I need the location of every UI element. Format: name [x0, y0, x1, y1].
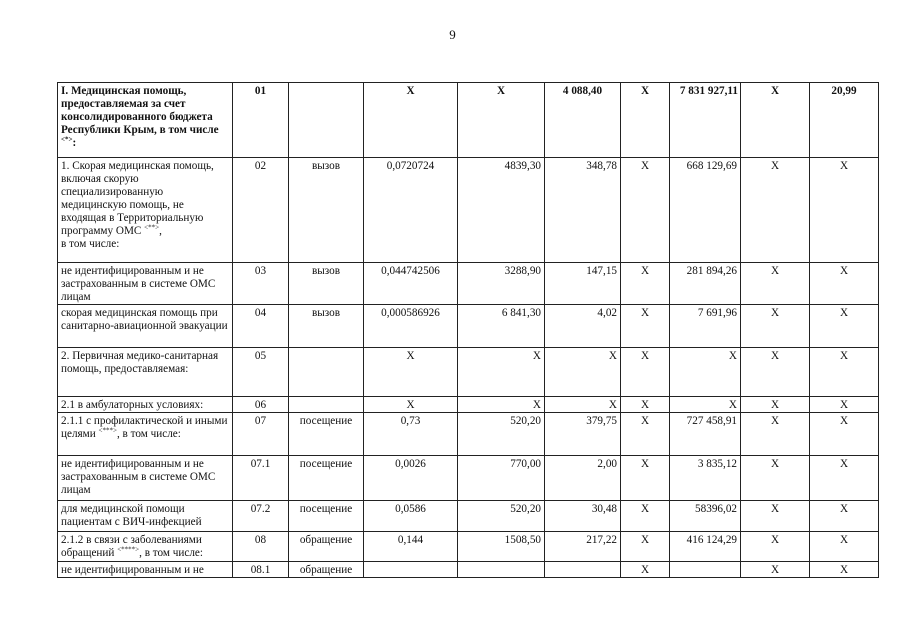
total-value: 727 458,91: [686, 415, 737, 427]
unit-cell: [289, 456, 364, 501]
per-capita-oms-value: X: [640, 350, 650, 362]
volume-cell: [364, 158, 458, 263]
total-cell: [670, 83, 741, 158]
row-name-cell: [58, 456, 233, 501]
total-oms-cell: [741, 83, 810, 158]
row-name-text: 2.1.2 в связи с заболеваниями обращений: [61, 534, 202, 559]
total-oms-value: X: [770, 350, 780, 362]
per-capita-oms-cell: [621, 83, 670, 158]
row-code-cell: [233, 263, 289, 305]
cost-per-unit-value: X: [532, 350, 541, 362]
percent-cell: [810, 501, 879, 532]
table-row: [58, 158, 879, 263]
per-capita-cell: [545, 501, 621, 532]
table-body: [58, 83, 879, 578]
per-capita-cell: [545, 532, 621, 562]
unit-cell: [289, 263, 364, 305]
per-capita-oms-value: X: [640, 265, 650, 277]
volume-value: 0,044742506: [381, 265, 440, 277]
unit-value: обращение: [299, 534, 353, 546]
cost-per-unit-cell: [458, 83, 545, 158]
volume-cell: [364, 305, 458, 348]
percent-cell: [810, 413, 879, 456]
per-capita-oms-cell: [621, 158, 670, 263]
per-capita-oms-value: X: [640, 307, 650, 319]
financing-table: [57, 82, 879, 578]
cost-per-unit-value: 4839,30: [504, 160, 541, 172]
cost-per-unit-value: 520,20: [510, 503, 541, 515]
total-oms-value: X: [770, 160, 780, 172]
cost-per-unit-cell: [458, 501, 545, 532]
cost-per-unit-value: 3288,90: [504, 265, 541, 277]
row-name-text: не идентифицированным и не: [61, 564, 204, 576]
per-capita-cell: [545, 158, 621, 263]
row-code-cell: [233, 532, 289, 562]
percent-value: 20,99: [831, 85, 857, 97]
volume-value: 0,144: [397, 534, 424, 546]
row-name-text: I. Медицинская помощь, предоставляемая за счет консолидированного бюджета Республики Крым, в том числе: [61, 85, 219, 136]
cost-per-unit-value: 520,20: [510, 415, 541, 427]
volume-value: X: [406, 399, 415, 411]
per-capita-oms-value: X: [640, 399, 650, 411]
table-row: [58, 413, 879, 456]
row-name-suffix: , в том числе:: [61, 225, 162, 250]
per-capita-oms-cell: [621, 263, 670, 305]
per-capita-value: 4 088,40: [562, 85, 603, 97]
row-name-text: 2.1.1 с профилактической и иными целями: [61, 415, 228, 440]
total-value: 668 129,69: [686, 160, 737, 172]
percent-value: X: [839, 307, 849, 319]
total-oms-cell: [741, 348, 810, 397]
total-value: X: [728, 399, 737, 411]
table-row: [58, 397, 879, 413]
unit-value: вызов: [311, 160, 341, 172]
unit-value: посещение: [299, 415, 353, 427]
percent-value: X: [839, 503, 849, 515]
row-name-cell: [58, 413, 233, 456]
table-row: [58, 263, 879, 305]
per-capita-value: 217,22: [586, 534, 617, 546]
volume-cell: [364, 456, 458, 501]
row-name-cell: [58, 562, 233, 578]
total-oms-cell: [741, 263, 810, 305]
cost-per-unit-cell: [458, 456, 545, 501]
footnote-marker: <*>: [61, 135, 73, 144]
per-capita-oms-cell: [621, 413, 670, 456]
per-capita-cell: [545, 562, 621, 578]
total-value: 3 835,12: [697, 458, 737, 470]
volume-cell: [364, 501, 458, 532]
total-cell: [670, 348, 741, 397]
volume-value: 0,73: [400, 415, 421, 427]
percent-value: X: [839, 458, 849, 470]
total-cell: [670, 158, 741, 263]
row-name-text: не идентифицированным и не застрахованным в системе ОМС лицам: [61, 265, 216, 303]
row-code-value: 04: [254, 307, 267, 319]
total-oms-cell: [741, 397, 810, 413]
row-name-suffix: , в том числе:: [116, 428, 181, 440]
row-name-cell: [58, 263, 233, 305]
row-code-value: 08: [254, 534, 267, 546]
per-capita-value: 2,00: [597, 458, 617, 470]
per-capita-oms-value: X: [640, 415, 650, 427]
cost-per-unit-cell: [458, 413, 545, 456]
total-value: 58396,02: [695, 503, 737, 515]
cost-per-unit-cell: [458, 562, 545, 578]
total-oms-value: X: [770, 399, 780, 411]
unit-value: посещение: [299, 458, 353, 470]
per-capita-cell: [545, 456, 621, 501]
total-oms-value: X: [770, 307, 780, 319]
footnote-marker: <**>: [144, 223, 160, 232]
row-name-suffix: :: [72, 137, 77, 149]
per-capita-value: X: [608, 350, 617, 362]
percent-value: X: [839, 415, 849, 427]
volume-cell: [364, 348, 458, 397]
row-code-value: 07: [254, 415, 267, 427]
total-cell: [670, 562, 741, 578]
percent-cell: [810, 456, 879, 501]
row-code-cell: [233, 562, 289, 578]
total-oms-value: X: [770, 458, 780, 470]
unit-value: обращение: [299, 564, 353, 576]
row-name-cell: [58, 532, 233, 562]
cost-per-unit-value: X: [532, 399, 541, 411]
table-row: [58, 83, 879, 158]
unit-cell: [289, 348, 364, 397]
volume-cell: [364, 413, 458, 456]
total-oms-value: X: [770, 415, 780, 427]
percent-value: X: [839, 534, 849, 546]
table-row: [58, 348, 879, 397]
row-code-value: 05: [254, 350, 267, 362]
percent-value: X: [839, 350, 849, 362]
per-capita-oms-cell: [621, 397, 670, 413]
footnote-marker: <****>: [117, 545, 140, 554]
row-name-text: скорая медицинская помощь при санитарно-авиационной эвакуации: [61, 307, 228, 332]
per-capita-cell: [545, 413, 621, 456]
row-name-text: 1. Скорая медицинская помощь, включая скорую специализированную медицинскую помощь, не входящая в Территориальную программу ОМС: [61, 160, 214, 237]
cost-per-unit-cell: [458, 348, 545, 397]
total-value: 7 691,96: [697, 307, 737, 319]
per-capita-oms-value: X: [640, 160, 650, 172]
row-code-value: 01: [254, 85, 267, 97]
total-oms-value: X: [770, 85, 780, 97]
cost-per-unit-cell: [458, 263, 545, 305]
per-capita-cell: [545, 83, 621, 158]
per-capita-value: 348,78: [586, 160, 617, 172]
row-name-cell: [58, 158, 233, 263]
volume-cell: [364, 562, 458, 578]
volume-cell: [364, 263, 458, 305]
total-oms-value: X: [770, 564, 780, 576]
volume-value: 0,000586926: [381, 307, 440, 319]
volume-value: X: [406, 85, 415, 97]
per-capita-oms-cell: [621, 456, 670, 501]
row-code-value: 02: [254, 160, 267, 172]
per-capita-oms-cell: [621, 348, 670, 397]
per-capita-value: 30,48: [591, 503, 617, 515]
row-name-text: не идентифицированным и не застрахованным в системе ОМС лицам: [61, 458, 216, 496]
unit-value: посещение: [299, 503, 353, 515]
row-code-cell: [233, 305, 289, 348]
cost-per-unit-cell: [458, 305, 545, 348]
total-oms-value: X: [770, 265, 780, 277]
per-capita-value: 147,15: [586, 265, 617, 277]
percent-value: X: [839, 265, 849, 277]
cost-per-unit-cell: [458, 397, 545, 413]
total-oms-cell: [741, 413, 810, 456]
page-number: 9: [449, 27, 456, 42]
cost-per-unit-value: 6 841,30: [501, 307, 541, 319]
row-name-cell: [58, 501, 233, 532]
percent-cell: [810, 397, 879, 413]
per-capita-oms-value: X: [640, 458, 650, 470]
row-name-cell: [58, 305, 233, 348]
volume-cell: [364, 397, 458, 413]
row-name-cell: [58, 348, 233, 397]
total-oms-cell: [741, 158, 810, 263]
total-cell: [670, 413, 741, 456]
cost-per-unit-value: X: [496, 85, 506, 97]
row-code-value: 06: [254, 399, 267, 411]
per-capita-oms-value: X: [640, 534, 650, 546]
per-capita-value: X: [608, 399, 617, 411]
unit-value: вызов: [311, 307, 341, 319]
unit-value: вызов: [311, 265, 341, 277]
row-name-cell: [58, 397, 233, 413]
total-oms-value: X: [770, 534, 780, 546]
row-code-cell: [233, 348, 289, 397]
total-cell: [670, 397, 741, 413]
row-name-text: 2.1 в амбулаторных условиях:: [61, 399, 204, 411]
total-value: 7 831 927,11: [679, 85, 738, 97]
total-value: 281 894,26: [686, 265, 737, 277]
percent-cell: [810, 83, 879, 158]
volume-value: 0,0026: [395, 458, 426, 470]
row-code-value: 07.2: [250, 503, 271, 515]
total-cell: [670, 305, 741, 348]
row-code-cell: [233, 83, 289, 158]
per-capita-oms-cell: [621, 562, 670, 578]
per-capita-value: 4,02: [597, 307, 617, 319]
total-oms-cell: [741, 532, 810, 562]
per-capita-cell: [545, 305, 621, 348]
total-oms-cell: [741, 562, 810, 578]
row-name-text: 2. Первичная медико-санитарная помощь, предоставляемая:: [61, 350, 219, 375]
per-capita-oms-value: X: [640, 503, 650, 515]
total-oms-cell: [741, 305, 810, 348]
percent-cell: [810, 263, 879, 305]
volume-cell: [364, 83, 458, 158]
volume-cell: [364, 532, 458, 562]
per-capita-oms-value: X: [640, 564, 650, 576]
unit-cell: [289, 413, 364, 456]
unit-cell: [289, 83, 364, 158]
percent-cell: [810, 532, 879, 562]
volume-value: 0,0720724: [386, 160, 435, 172]
table-row: [58, 562, 879, 578]
total-oms-value: X: [770, 503, 780, 515]
unit-cell: [289, 305, 364, 348]
total-oms-cell: [741, 456, 810, 501]
per-capita-oms-value: X: [640, 85, 650, 97]
percent-cell: [810, 562, 879, 578]
row-code-value: 08.1: [250, 564, 271, 576]
row-name-cell: [58, 83, 233, 158]
total-cell: [670, 263, 741, 305]
per-capita-oms-cell: [621, 501, 670, 532]
volume-value: X: [406, 350, 415, 362]
row-code-cell: [233, 413, 289, 456]
percent-cell: [810, 158, 879, 263]
unit-cell: [289, 562, 364, 578]
footnote-marker: <***>: [98, 426, 117, 435]
unit-cell: [289, 397, 364, 413]
per-capita-value: 379,75: [586, 415, 617, 427]
total-cell: [670, 532, 741, 562]
per-capita-cell: [545, 348, 621, 397]
row-code-value: 07.1: [250, 458, 271, 470]
total-value: X: [728, 350, 737, 362]
row-name-text: для медицинской помощи пациентам с ВИЧ-инфекцией: [61, 503, 202, 528]
table-row: [58, 305, 879, 348]
row-code-cell: [233, 456, 289, 501]
table-row: [58, 501, 879, 532]
cost-per-unit-cell: [458, 532, 545, 562]
percent-value: X: [839, 399, 849, 411]
row-code-cell: [233, 501, 289, 532]
cost-per-unit-cell: [458, 158, 545, 263]
total-oms-cell: [741, 501, 810, 532]
unit-cell: [289, 501, 364, 532]
total-value: 416 124,29: [686, 534, 737, 546]
row-code-cell: [233, 397, 289, 413]
table-row: [58, 456, 879, 501]
cost-per-unit-value: 770,00: [510, 458, 541, 470]
volume-value: 0,0586: [395, 503, 426, 515]
row-code-cell: [233, 158, 289, 263]
per-capita-oms-cell: [621, 532, 670, 562]
percent-value: X: [839, 564, 849, 576]
unit-cell: [289, 532, 364, 562]
percent-value: X: [839, 160, 849, 172]
row-name-suffix: , в том числе:: [139, 547, 204, 559]
total-cell: [670, 456, 741, 501]
per-capita-cell: [545, 397, 621, 413]
per-capita-oms-cell: [621, 305, 670, 348]
row-code-value: 03: [254, 265, 267, 277]
unit-cell: [289, 158, 364, 263]
table-row: [58, 532, 879, 562]
percent-cell: [810, 305, 879, 348]
total-cell: [670, 501, 741, 532]
percent-cell: [810, 348, 879, 397]
per-capita-cell: [545, 263, 621, 305]
cost-per-unit-value: 1508,50: [504, 534, 541, 546]
